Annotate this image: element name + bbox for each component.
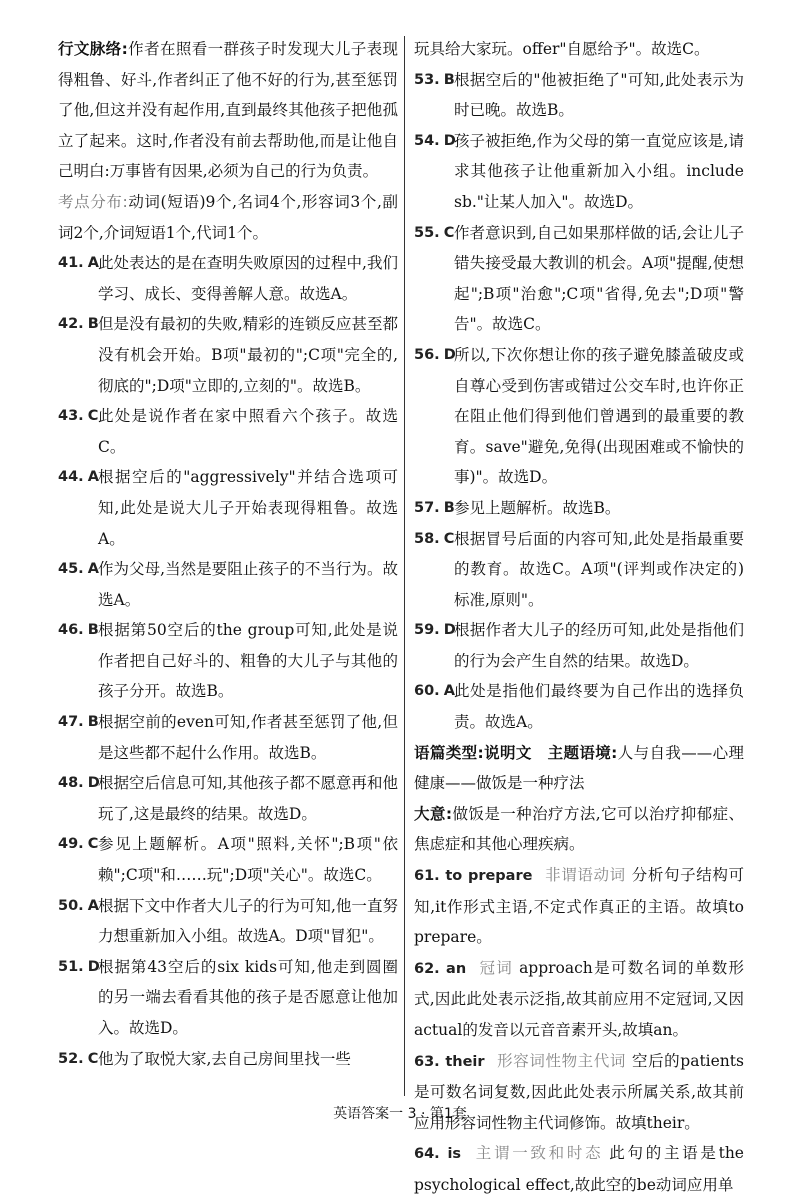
answer-item: 55. C 作者意识到,自己如果那样做的话,会让儿子错失接受最大教训的机会。A项"提醒,使想起";B项"治愈";C项"省得,免去";D项"警告"。故选C。 (414, 223, 744, 334)
answer-item: 46. B 根据第50空后的the group可知,此处是说作者把自己好斗的、粗鲁的大儿子与其他的孩子分开。故选B。 (58, 621, 398, 701)
answer-item: 54. D 孩子被拒绝,作为父母的第一直觉应该是,请求其他孩子让他重新加入小组。include sb."让某人加入"。故选D。 (414, 131, 744, 211)
continuation-text: 玩具给大家玩。offer"自愿给予"。故选C。 (414, 40, 710, 58)
passage-type-label: 语篇类型: (414, 743, 484, 762)
page-footer: 英语答案一 3 · 第1套 (333, 1106, 467, 1122)
distribution-label: 考点分布: (58, 192, 128, 211)
passage-type: 说明文 (483, 743, 532, 762)
distribution-paragraph (58, 187, 398, 248)
context-paragraph (58, 34, 398, 187)
left-column (58, 34, 398, 1074)
passage-info (414, 738, 744, 799)
answer-item: 58. C 根据冒号后面的内容可知,此处是指最重要的教育。故选C。A项"(评判或作决定的)标准,原则"。 (414, 529, 744, 609)
theme-text: 人与自我——心理健康——做饭是一种疗法 (414, 743, 745, 793)
answer-item: 51. D 根据第43空后的six kids可知,他走到圆圈的另一端去看看其他的孩子是否愿意让他加入。故选D。 (58, 957, 398, 1037)
fill-item: 62. an 冠词 approach是可数名词的单数形式,因此此处表示泛指,故其前应用不定冠词,又因actual的发音以元音音素开头,故填an。 (414, 958, 744, 1039)
answer-item: 43. C 此处是说作者在家中照看六个孩子。故选C。 (58, 407, 398, 456)
fill-item: 63. their 形容词性物主代词 空后的patients是可数名词复数,因此此处表示所属关系,故其前应用形容词性物主代词修饰。故填their。 (414, 1051, 744, 1132)
answer-item: 60. A 此处是指他们最终要为自己作出的选择负责。故选A。 (414, 682, 744, 732)
gist-paragraph (414, 799, 744, 860)
answer-item: 48. D 根据空后信息可知,其他孩子都不愿意再和他玩了,这是最终的结果。故选D。 (58, 774, 398, 823)
theme-label: 主题语境: (547, 743, 618, 762)
column-divider (404, 36, 405, 1096)
answer-item: 50. A 根据下文中作者大儿子的行为可知,他一直努力想重新加入小组。故选A。D项"冒犯"。 (58, 896, 398, 946)
context-text: 作者在照看一群孩子时发现大儿子表现得粗鲁、好斗,作者纠正了他不好的行为,甚至惩罚了他,但这并没有起作用,直到最终其他孩子把他孤立了起来。这时,作者没有前去帮助他,而是让他自己明白:万事皆有因果,必须为自己的行为负责。 (58, 40, 398, 181)
answer-item: 57. B 参见上题解析。故选B。 (414, 498, 621, 517)
fill-item: 64. is 主谓一致和时态 此句的主语是the psychological effect,故此空的be动词应用单 (414, 1144, 744, 1194)
answer-item: 56. D 所以,下次你想让你的孩子避免膝盖破皮或自尊心受到伤害或错过公交车时,也许你正在阻止他们得到他们曾遇到的最重要的教育。save"避免,免得(出现困难或不愉快的事)"。故选D。 (414, 345, 744, 487)
answer-item: 53. B 根据空后的"他被拒绝了"可知,此处表示为时已晚。故选B。 (414, 70, 744, 120)
context-label: 行文脉络: (58, 40, 128, 58)
fill-item: 61. to prepare 非谓语动词 分析句子结构可知,it作形式主语,不定式作真正的主语。故填to prepare。 (414, 866, 744, 947)
answer-item: 49. C 参见上题解析。A项"照料,关怀";B项"依赖";C项"和……玩";D项"关心"。故选C。 (58, 835, 398, 885)
answer-item: 44. A 根据空后的"aggressively"并结合选项可知,此处是说大儿子开始表现得粗鲁。故选A。 (58, 468, 398, 548)
answer-item: 52. C 他为了取悦大家,去自己房间里找一些 (58, 1049, 351, 1068)
answer-item: 59. D 根据作者大儿子的经历可知,此处是指他们的行为会产生自然的结果。故选D。 (414, 621, 744, 670)
answer-item: 42. B 但是没有最初的失败,精彩的连锁反应甚至都没有机会开始。B项"最初的";C项"完全的,彻底的";D项"立即的,立刻的"。故选B。 (58, 315, 398, 395)
right-column (414, 34, 744, 1201)
answer-item: 41. A 此处表达的是在查明失败原因的过程中,我们学习、成长、变得善解人意。故选A。 (58, 254, 398, 303)
distribution-text: 动词(短语)9个,名词4个,形容词3个,副词2个,介词短语1个,代词1个。 (58, 192, 398, 242)
answer-item: 45. A 作为父母,当然是要阻止孩子的不当行为。故选A。 (58, 560, 398, 609)
gist-label: 大意: (414, 804, 453, 823)
gist-text: 做饭是一种治疗方法,它可以治疗抑郁症、焦虑症和其他心理疾病。 (414, 804, 744, 854)
answer-item: 47. B 根据空前的even可知,作者甚至惩罚了他,但是这些都不起什么作用。故选B。 (58, 713, 398, 762)
